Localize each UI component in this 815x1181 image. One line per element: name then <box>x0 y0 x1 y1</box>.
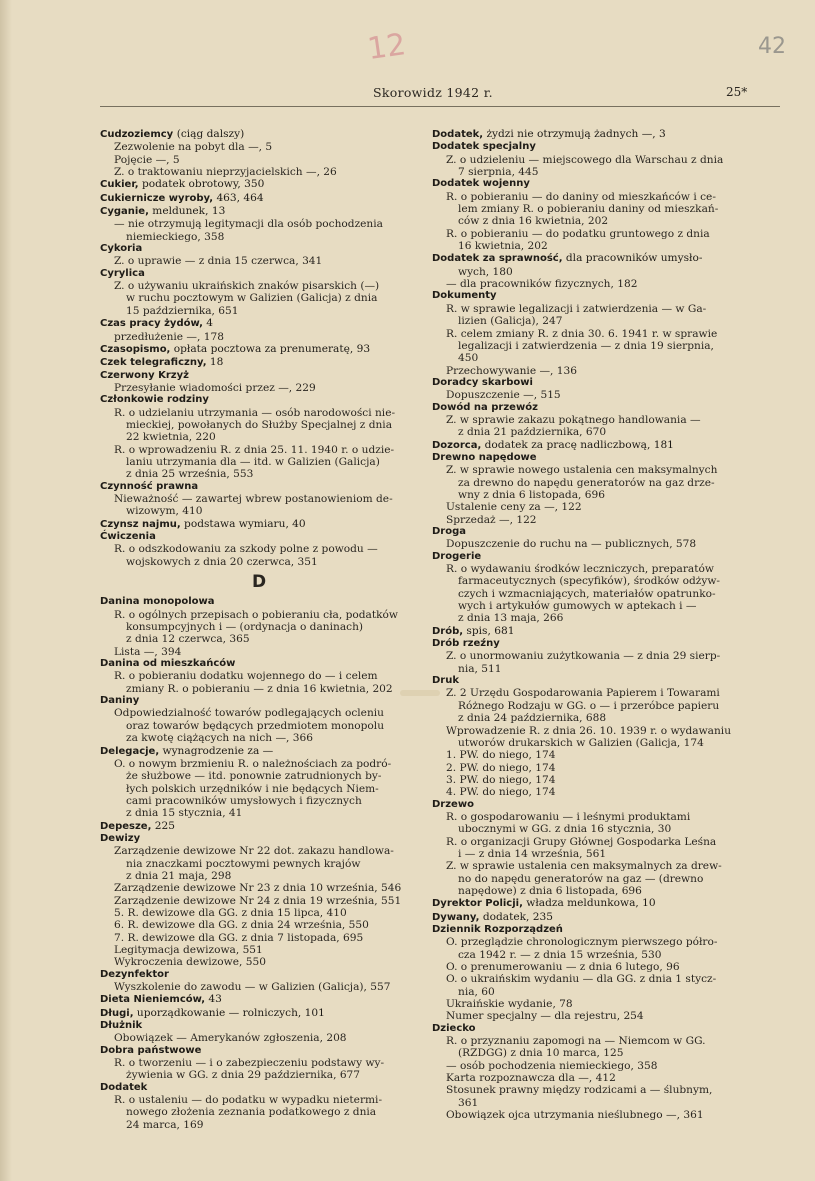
index-subentry <box>100 981 418 993</box>
index-line: nia, 511 <box>458 662 502 675</box>
index-line: Obowiązek ojca utrzymania nieślubnego —, 361 <box>446 1109 704 1122</box>
index-heading <box>100 481 418 493</box>
index-subentry <box>432 1109 782 1121</box>
index-subentry <box>100 1032 418 1044</box>
index-line: Droga <box>432 526 467 537</box>
index-line: Dłużnik <box>100 1020 143 1032</box>
index-subentry <box>432 687 782 724</box>
index-heading <box>100 969 418 981</box>
index-line: R. o pobieraniu — do podatku gruntowego z dnia <box>446 227 710 240</box>
index-heading <box>100 993 418 1006</box>
page-title: Skorowidz 1942 r. <box>373 85 493 100</box>
index-subentry <box>432 501 782 513</box>
index-line: Cukier, podatek obrotowy, 350 <box>100 178 265 191</box>
index-line: Dodatek <box>100 1081 148 1093</box>
index-line: Różnego Rodzaju w GG. o — i przeróbce papieru <box>458 699 720 712</box>
index-line: z dnia 13 maja, 266 <box>458 612 564 625</box>
index-line: 15 października, 651 <box>126 304 239 317</box>
index-heading <box>100 1045 418 1057</box>
index-line: R. o przyznaniu zapomogi na — Niemcom w GG. <box>446 1035 706 1048</box>
index-heading <box>432 551 782 563</box>
index-heading <box>432 452 782 464</box>
index-heading <box>100 128 418 141</box>
index-heading <box>432 290 782 302</box>
index-heading <box>100 317 418 330</box>
index-subentry <box>432 228 782 253</box>
index-subentry <box>100 1057 418 1082</box>
index-line: R. o wprowadzeniu R. z dnia 25. 11. 1940 r. o udzie- <box>114 443 395 456</box>
index-heading <box>100 658 418 670</box>
index-line: za drewno do napędu generatorów na gaz drze- <box>458 476 715 489</box>
index-heading <box>100 1082 418 1094</box>
index-line: Z. o unormowaniu zużytkowania — z dnia 29 sierp- <box>446 650 721 663</box>
index-line: Dodatek specjalny <box>432 141 536 153</box>
index-line: Pojęcie —, 5 <box>114 153 180 166</box>
index-line: wizowym, 410 <box>126 505 203 518</box>
index-line: Zarządzenie dewizowe Nr 23 z dnia 10 września, 546 <box>114 882 402 895</box>
index-subentry <box>100 141 418 153</box>
index-heading <box>100 820 418 833</box>
index-heading <box>100 745 418 758</box>
index-line: R. o pobieraniu dodatku wojennego do — i celem <box>114 670 378 683</box>
index-line: konsumpcyjnych i — (ordynacja o daninach) <box>126 621 364 634</box>
index-heading <box>432 625 782 638</box>
index-subentry <box>100 845 418 882</box>
index-line: nia znaczkami pocztowymi pewnych krajów <box>126 857 361 870</box>
index-heading <box>100 178 418 191</box>
index-line: Czasopismo, opłata pocztowa za prenumeratę, 93 <box>100 342 371 355</box>
index-line: Z. o uprawie — z dnia 15 czerwca, 341 <box>114 255 323 268</box>
index-subentry <box>100 758 418 820</box>
index-line: Cyganie, meldunek, 13 <box>100 205 226 218</box>
index-line: farmaceutycznych (specyfików), środków odżyw- <box>458 575 720 588</box>
index-subentry <box>432 538 782 550</box>
index-line: Cyrylica <box>100 267 145 279</box>
index-line: Dozorca, dodatek za pracę nadliczbową, 181 <box>432 438 674 451</box>
index-heading <box>432 128 782 141</box>
index-line: Wyszkolenie do zawodu — w Galizien (Galicja), 557 <box>114 981 391 994</box>
index-subentry <box>100 956 418 968</box>
index-subentry <box>432 811 782 836</box>
index-heading <box>432 1023 782 1035</box>
index-line: 1. PW. do niego, 174 <box>446 749 556 762</box>
index-line: ubocznymi w GG. z dnia 16 stycznia, 30 <box>458 823 672 836</box>
page-number: 25* <box>726 85 748 99</box>
section-letter <box>100 572 418 593</box>
index-line: Zarządzenie dewizowe Nr 24 z dnia 19 września, 551 <box>114 894 402 907</box>
index-subentry <box>432 365 782 377</box>
index-subentry <box>432 936 782 961</box>
index-line: Czek telegraficzny, 18 <box>100 356 224 369</box>
index-line: Dopuszczenie —, 515 <box>446 389 561 402</box>
index-line: Wprowadzenie R. z dnia 26. 10. 1939 r. o wydawaniu <box>446 724 732 737</box>
index-heading <box>432 439 782 452</box>
index-line: D <box>251 572 267 593</box>
index-line: 7. R. dewizowe dla GG. z dnia 7 listopada, 695 <box>114 931 364 944</box>
index-line: Zezwolenie na pobyt dla —, 5 <box>114 141 273 154</box>
index-line: 3. PW. do niego, 174 <box>446 773 556 786</box>
index-heading <box>432 252 782 278</box>
index-line: Wykroczenia dewizowe, 550 <box>114 956 266 969</box>
index-line: nia, 60 <box>458 985 495 998</box>
index-line: R. o odszkodowaniu za szkody polne z powodu — <box>114 543 378 556</box>
index-line: Długi, uporządkowanie — rolniczych, 101 <box>100 1006 325 1019</box>
index-line: Danina od mieszkańców <box>100 658 236 670</box>
index-line: 7 sierpnia, 445 <box>458 166 539 179</box>
index-heading <box>100 192 418 205</box>
index-line: Dywany, dodatek, 235 <box>432 910 553 923</box>
index-line: laniu utrzymania dla — itd. w Galizien (Galicja) <box>126 455 380 468</box>
index-line: R. o udzielaniu utrzymania — osób narodowości nie- <box>114 406 396 419</box>
index-line: Z. o udzieleniu — miejscowego dla Warschau z dnia <box>446 153 724 166</box>
index-subentry <box>100 166 418 178</box>
index-heading <box>432 638 782 650</box>
index-line: Cykoria <box>100 243 143 255</box>
index-subentry <box>432 1035 782 1060</box>
index-line: oraz towarów będących przedmiotem monopolu <box>126 719 385 732</box>
index-line: R. o ustaleniu — do podatku w wypadku nietermi- <box>114 1094 383 1107</box>
index-subentry <box>100 1094 418 1131</box>
index-line: R. o ogólnych przepisach o pobieraniu cła, podatków <box>114 608 398 621</box>
index-line: Dodatek za sprawność, dla pracowników umysło- <box>432 252 703 265</box>
index-subentry <box>432 1010 782 1022</box>
index-line: 4. PW. do niego, 174 <box>446 786 556 799</box>
index-heading <box>100 394 418 406</box>
index-line: 2. PW. do niego, 174 <box>446 761 556 774</box>
index-line: Ukraińskie wydanie, 78 <box>446 998 573 1011</box>
index-line: Lista —, 394 <box>114 645 182 658</box>
index-line: nowego złożenia zeznania podatkowego z dnia <box>126 1106 377 1119</box>
index-line: niemieckiego, 358 <box>126 230 225 243</box>
index-column-right <box>432 128 782 1122</box>
index-line: R. o tworzeniu — i o zabezpieczeniu podstawy wy- <box>114 1057 385 1070</box>
index-subentry <box>432 1072 782 1084</box>
index-subentry <box>432 836 782 861</box>
index-heading <box>100 243 418 255</box>
index-subentry <box>100 907 418 919</box>
index-line: Zarządzenie dewizowe Nr 22 dot. zakazu handlowa- <box>114 845 394 858</box>
index-line: Ćwiczenia <box>100 531 156 542</box>
index-line: 361 <box>458 1096 479 1109</box>
index-subentry <box>100 255 418 267</box>
index-line: Przesyłanie wiadomości przez —, 229 <box>114 381 316 394</box>
red-handwritten-mark: 12 <box>365 27 409 68</box>
index-subentry <box>432 414 782 439</box>
index-heading <box>100 1020 418 1032</box>
index-line: Drób, spis, 681 <box>432 624 515 637</box>
index-heading <box>100 1007 418 1020</box>
index-heading <box>100 370 418 382</box>
index-line: legalizacji i zatwierdzenia — z dnia 19 sierpnia, <box>458 339 714 352</box>
index-heading <box>432 377 782 389</box>
index-subentry <box>432 191 782 228</box>
index-line: R. w sprawie legalizacji i zatwierdzenia — w Ga- <box>446 302 707 315</box>
index-heading <box>432 675 782 687</box>
index-line: zmiany R. o pobieraniu — z dnia 16 kwietnia, 202 <box>126 682 393 695</box>
index-line: i — z dnia 14 września, 561 <box>458 847 607 860</box>
index-heading <box>100 268 418 280</box>
index-line: Dezynfektor <box>100 968 169 980</box>
index-subentry <box>432 786 782 798</box>
index-line: Dodatek, żydzi nie otrzymują żadnych —, 3 <box>432 128 666 140</box>
index-heading <box>432 924 782 936</box>
index-heading <box>432 402 782 414</box>
index-heading <box>432 526 782 538</box>
index-line: Z. 2 Urzędu Gospodarowania Papierem i Towarami <box>446 687 720 700</box>
index-line: wojskowych z dnia 20 czerwca, 351 <box>126 555 318 568</box>
index-heading <box>100 531 418 543</box>
index-subentry <box>432 154 782 179</box>
index-line: Dyrektor Policji, władza meldunkowa, 10 <box>432 897 656 910</box>
index-subentry <box>432 725 782 750</box>
index-line: R. o pobieraniu — do daniny od mieszkańców i ce- <box>446 190 716 203</box>
index-line: Czerwony Krzyż <box>100 369 189 381</box>
pencil-page-number: 42 <box>758 34 786 59</box>
index-line: Obowiązek — Amerykanów zgłoszenia, 208 <box>114 1032 347 1045</box>
index-subentry <box>100 154 418 166</box>
index-subentry <box>432 303 782 328</box>
index-line: Dziecko <box>432 1022 476 1034</box>
index-line: O. o nowym brzmieniu R. o należnościach za podró- <box>114 757 392 770</box>
index-line: cami pracowników umysłowych i fizycznych <box>126 794 362 807</box>
index-line: za kwotę ciążących na nich —, 366 <box>126 732 313 745</box>
index-line: R. o organizacji Grupy Głównej Gospodarka Leśna <box>446 835 717 848</box>
index-line: z dnia 21 maja, 298 <box>126 869 232 882</box>
index-line: że służbowe — itd. ponownie zatrudnionych by- <box>126 770 382 783</box>
index-heading <box>100 356 418 369</box>
index-line: Czynsz najmu, podstawa wymiaru, 40 <box>100 517 306 530</box>
index-subentry <box>100 493 418 518</box>
index-line: Czas pracy żydów, 4 <box>100 317 213 330</box>
index-line: lem zmiany R. o pobieraniu daniny od mieszkań- <box>458 203 719 216</box>
index-subentry <box>432 961 782 973</box>
header-divider <box>100 106 780 107</box>
index-line: Cudzoziemcy (ciąg dalszy) <box>100 128 245 140</box>
index-subentry <box>100 882 418 894</box>
index-line: Z. o traktowaniu nieprzyjacielskich —, 26 <box>114 166 337 179</box>
index-line: z dnia 12 czerwca, 365 <box>126 633 250 646</box>
index-line: Delegacje, wynagrodzenie za — <box>100 744 274 757</box>
index-subentry <box>432 563 782 625</box>
index-line: Dodatek wojenny <box>432 178 530 190</box>
index-line: czych i wzmacniających, materiałów opatrunko- <box>458 587 716 600</box>
index-line: Ustalenie ceny za —, 122 <box>446 501 582 514</box>
index-subentry <box>100 444 418 481</box>
index-heading <box>432 141 782 153</box>
index-line: 6. R. dewizowe dla GG. z dnia 24 września, 550 <box>114 919 369 932</box>
index-subentry <box>432 278 782 290</box>
index-subentry <box>432 514 782 526</box>
index-line: no do napędu generatorów na gaz — (drewno <box>458 872 704 885</box>
index-subentry <box>432 1060 782 1072</box>
index-line: Doradcy skarbowi <box>432 376 533 388</box>
index-line: Stosunek prawny między rodzicami a — ślubnym, <box>446 1084 713 1097</box>
index-line: — osób pochodzenia niemieckiego, 358 <box>446 1059 658 1072</box>
index-line: utworów drukarskich w Galizien (Galicja, 174 <box>458 736 704 749</box>
index-line: Z. w sprawie nowego ustalenia cen maksymalnych <box>446 464 718 477</box>
index-subentry <box>100 609 418 646</box>
index-line: — nie otrzymują legitymacji dla osób pochodzenia <box>114 218 383 231</box>
index-line: Przechowywanie —, 136 <box>446 364 578 377</box>
index-line: Karta rozpoznawcza dla —, 412 <box>446 1072 616 1085</box>
index-line: napędowe) z dnia 6 listopada, 696 <box>458 884 642 897</box>
index-line: O. o prenumerowaniu — z dnia 6 lutego, 96 <box>446 961 680 974</box>
index-subentry <box>100 218 418 243</box>
index-line: Numer specjalny — dla rejestru, 254 <box>446 1010 644 1023</box>
index-subentry <box>100 670 418 695</box>
index-heading <box>100 833 418 845</box>
index-subentry <box>100 280 418 317</box>
index-subentry <box>100 407 418 444</box>
index-heading <box>100 205 418 218</box>
index-line: przedłużenie —, 178 <box>114 330 224 343</box>
index-line: Odpowiedzialność towarów podlegających ocleniu <box>114 707 384 720</box>
index-subentry <box>432 1084 782 1109</box>
index-line: Drewno napędowe <box>432 451 537 463</box>
index-line: Z. o używaniu ukraińskich znaków pisarskich (—) <box>114 280 380 293</box>
index-subentry <box>432 464 782 501</box>
index-line: Dewizy <box>100 832 141 844</box>
index-line: Druk <box>432 675 460 687</box>
index-heading <box>432 799 782 811</box>
index-line: z dnia 21 października, 670 <box>458 426 607 439</box>
index-line: żywienia w GG. z dnia 29 października, 677 <box>126 1069 361 1082</box>
index-subentry <box>432 328 782 365</box>
index-subentry <box>100 646 418 658</box>
index-heading <box>432 911 782 924</box>
index-subentry <box>100 895 418 907</box>
index-line: Dieta Nieniemców, 43 <box>100 993 222 1006</box>
index-line: Cukiernicze wyroby, 463, 464 <box>100 191 264 204</box>
index-line: Z. w sprawie ustalenia cen maksymalnych za drew- <box>446 860 722 873</box>
index-subentry <box>100 944 418 956</box>
index-subentry <box>432 389 782 401</box>
index-subentry <box>432 774 782 786</box>
index-line: Dziennik Rozporządzeń <box>432 924 563 935</box>
index-line: Danina monopolowa <box>100 596 215 608</box>
index-line: Dobra państwowe <box>100 1044 202 1056</box>
index-line: Dopuszczenie do ruchu na — publicznych, 578 <box>446 538 697 551</box>
index-line: Czynność prawna <box>100 480 199 492</box>
index-subentry <box>100 382 418 394</box>
index-line: Dowód na przewóz <box>432 401 538 413</box>
index-line: lizien (Galicja), 247 <box>458 315 563 328</box>
index-line: Członkowie rodziny <box>100 394 209 406</box>
index-line: 24 marca, 169 <box>126 1118 204 1131</box>
index-line: Legitymacja dewizowa, 551 <box>114 944 263 956</box>
index-line: 5. R. dewizowe dla GG. z dnia 15 lipca, 410 <box>114 906 347 919</box>
index-column-left <box>100 128 418 1131</box>
index-line: wych, 180 <box>458 265 513 278</box>
index-line: Depesze, 225 <box>100 819 175 832</box>
index-subentry <box>100 543 418 568</box>
index-line: ców z dnia 16 kwietnia, 202 <box>458 215 609 228</box>
index-line: Drzewo <box>432 798 474 810</box>
index-line: Dokumenty <box>432 290 497 302</box>
index-line: Daniny <box>100 695 140 707</box>
index-subentry <box>100 919 418 931</box>
index-line: z dnia 15 stycznia, 41 <box>126 807 243 820</box>
index-heading <box>432 897 782 910</box>
index-line: 22 kwietnia, 220 <box>126 431 216 444</box>
index-line: R. celem zmiany R. z dnia 30. 6. 1941 r. w sprawie <box>446 327 718 340</box>
index-line: 450 <box>458 352 479 365</box>
index-subentry <box>432 860 782 897</box>
index-heading <box>100 343 418 356</box>
index-subentry <box>100 707 418 744</box>
page-edge <box>0 0 12 1181</box>
index-subentry <box>432 762 782 774</box>
index-line: z dnia 24 października, 688 <box>458 712 607 725</box>
index-subentry <box>432 650 782 675</box>
index-line: Drób rzeźny <box>432 638 500 650</box>
index-line: z dnia 25 września, 553 <box>126 468 254 481</box>
index-heading <box>100 596 418 608</box>
index-line: łych polskich urzędników i nie będących Niem- <box>126 782 379 795</box>
index-line: O. o ukraińskim wydaniu — dla GG. z dnia 1 stycz- <box>446 973 717 986</box>
index-subentry <box>100 932 418 944</box>
index-subentry <box>432 998 782 1010</box>
index-line: Z. w sprawie zakazu pokątnego handlowania — <box>446 413 701 426</box>
index-line: — dla pracowników fizycznych, 182 <box>446 278 638 291</box>
index-line: cza 1942 r. — z dnia 15 września, 530 <box>458 948 662 961</box>
index-line: Sprzedaż —, 122 <box>446 513 537 526</box>
index-line: 16 kwietnia, 202 <box>458 240 548 253</box>
index-line: R. o wydawaniu środków leczniczych, preparatów <box>446 563 714 576</box>
index-line: (RZDGG) z dnia 10 marca, 125 <box>458 1047 624 1060</box>
index-line: R. o gospodarowaniu — i leśnymi produktami <box>446 810 691 823</box>
index-heading <box>432 178 782 190</box>
index-line: Nieważność — zawartej wbrew postanowieniom de- <box>114 492 393 505</box>
index-heading <box>100 518 418 531</box>
index-line: Drogerie <box>432 550 482 562</box>
index-line: w ruchu pocztowym w Galizien (Galicja) z dnia <box>126 292 378 305</box>
index-subentry <box>432 973 782 998</box>
index-subentry <box>100 331 418 343</box>
index-heading <box>100 695 418 707</box>
index-line: O. przeglądzie chronologicznym pierwszego półro- <box>446 936 718 949</box>
index-line: wych i artykułów gumowych w aptekach i — <box>458 600 697 613</box>
index-line: wny z dnia 6 listopada, 696 <box>458 488 605 501</box>
index-line: mieckiej, powołanych do Służby Specjalnej z dnia <box>126 418 393 431</box>
index-subentry <box>432 749 782 761</box>
